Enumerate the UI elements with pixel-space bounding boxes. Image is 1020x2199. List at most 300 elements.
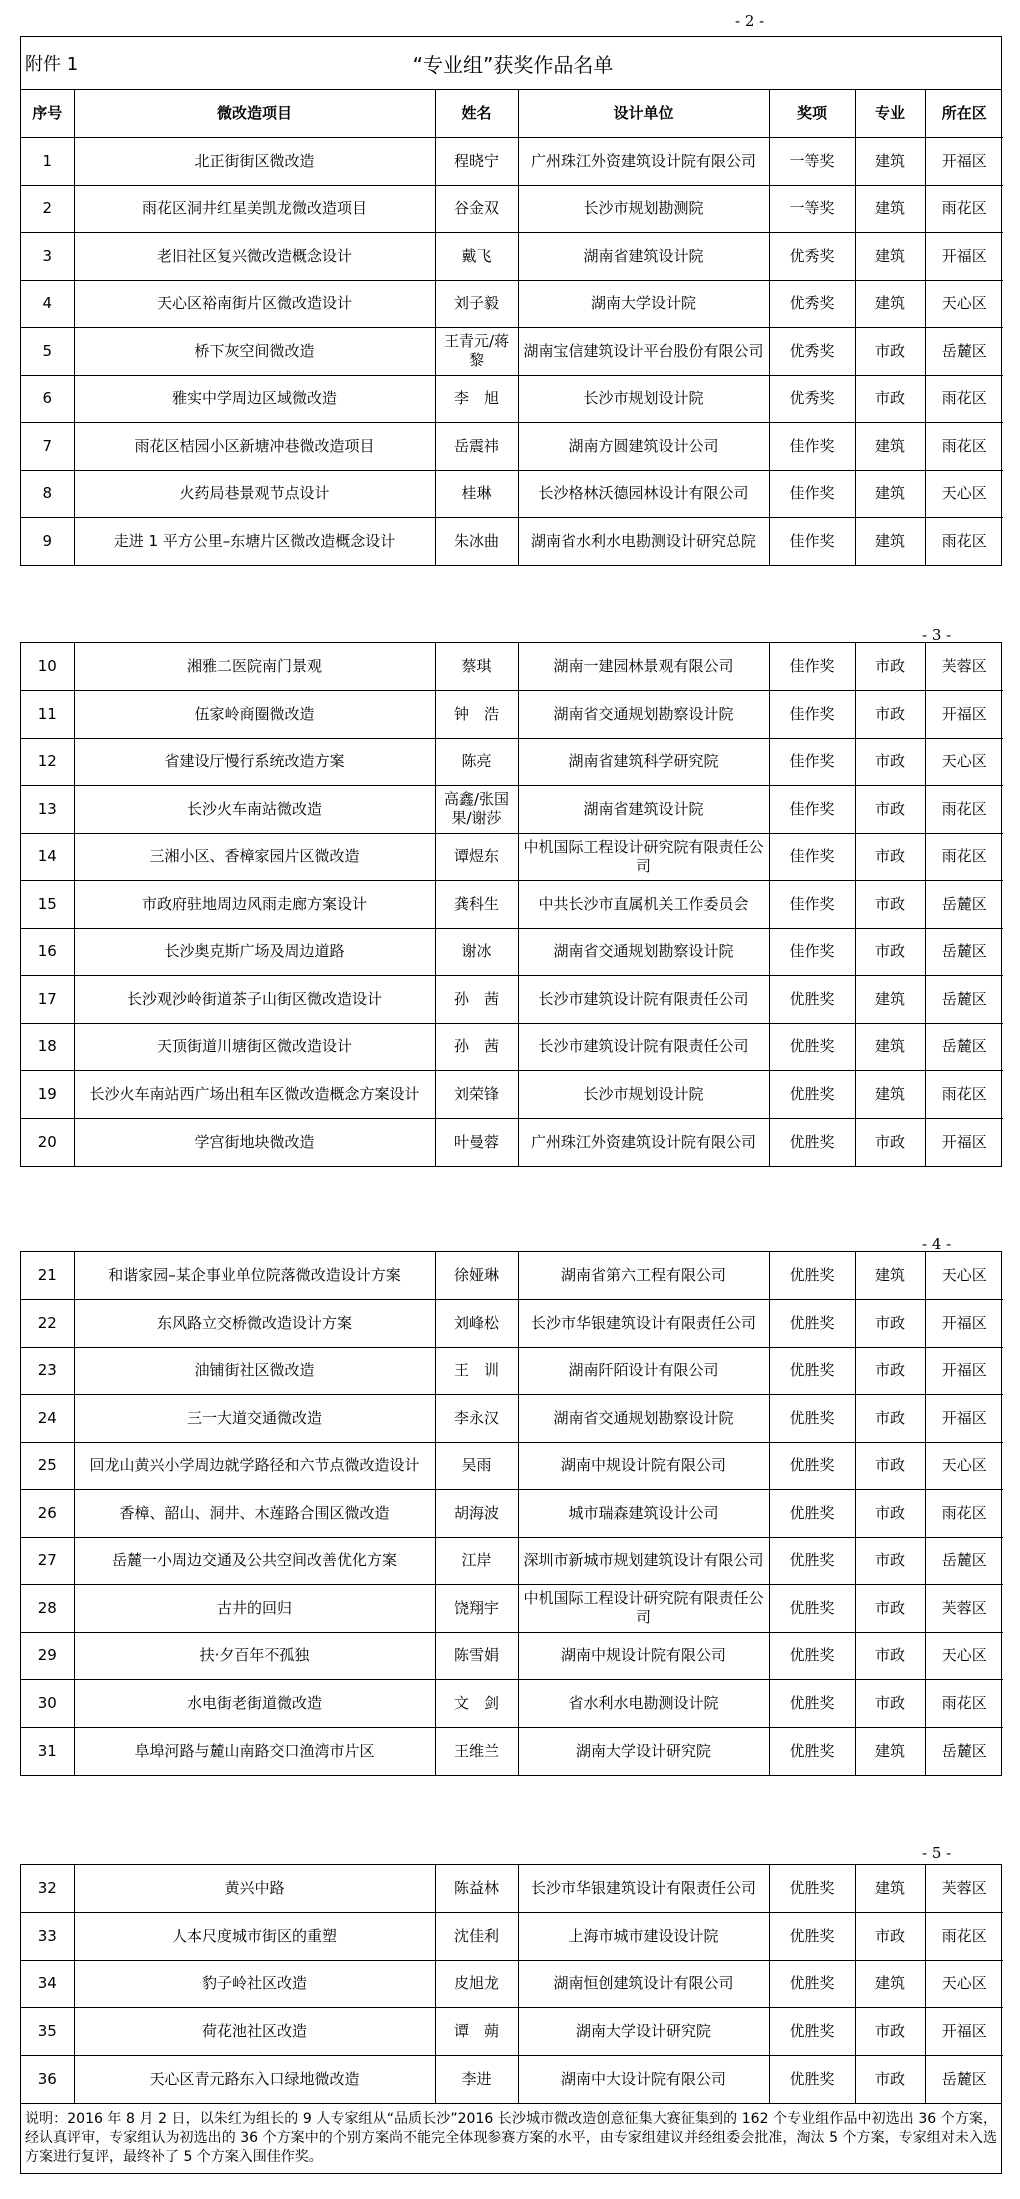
cell-major: 市政	[855, 328, 925, 376]
cell-district: 雨花区	[925, 375, 1003, 423]
cell-district: 岳麓区	[925, 328, 1003, 376]
cell-district: 天心区	[925, 1442, 1003, 1490]
cell-major: 建筑	[855, 233, 925, 281]
cell-project: 长沙火车南站西广场出租车区微改造概念方案设计	[74, 1071, 435, 1119]
cell-major: 建筑	[855, 1865, 925, 1913]
cell-unit: 城市瑞森建筑设计公司	[518, 1490, 769, 1538]
explanatory-note: 说明：2016 年 8 月 2 日，以朱红为组长的 9 人专家组从“品质长沙”2016 长沙城市微改造创意征集大赛征集到的 162 个专业组作品中初选出 36 个方案，经认真评审，专家组认为初选出的 36 个方案中的个别方案尚不能完全体现参赛方案的水平，由专家组建议并经组委会批准，淘汰 5 个方案，专家组对未入选方案进行复评，最终补了 5 个方案入围佳作奖。	[21, 2103, 1001, 2173]
cell-project: 回龙山黄兴小学周边就学路径和六节点微改造设计	[74, 1442, 435, 1490]
cell-award: 优胜奖	[769, 976, 855, 1024]
table-row	[21, 233, 1003, 281]
cell-no: 22	[21, 1300, 74, 1348]
title-row	[21, 37, 1001, 90]
table-row	[21, 1300, 1003, 1348]
cell-project: 老旧社区复兴微改造概念设计	[74, 233, 435, 281]
cell-unit: 中共长沙市直属机关工作委员会	[518, 881, 769, 929]
cell-unit: 深圳市新城市规划建筑设计有限公司	[518, 1537, 769, 1585]
cell-name: 朱冰曲	[435, 518, 518, 566]
cell-major: 市政	[855, 738, 925, 786]
cell-unit: 湖南大学设计研究院	[518, 2008, 769, 2056]
cell-major: 建筑	[855, 185, 925, 233]
table-row	[21, 423, 1003, 471]
cell-project: 桥下灰空间微改造	[74, 328, 435, 376]
cell-award: 优秀奖	[769, 233, 855, 281]
cell-award: 优秀奖	[769, 328, 855, 376]
cell-award: 优胜奖	[769, 2008, 855, 2056]
cell-unit: 长沙市规划设计院	[518, 375, 769, 423]
table-row	[21, 833, 1003, 881]
cell-major: 建筑	[855, 470, 925, 518]
cell-award: 佳作奖	[769, 881, 855, 929]
cell-name: 王 训	[435, 1347, 518, 1395]
table-row	[21, 1347, 1003, 1395]
award-table	[21, 1252, 1003, 1775]
cell-no: 26	[21, 1490, 74, 1538]
cell-name: 皮旭龙	[435, 1960, 518, 2008]
cell-no: 21	[21, 1252, 74, 1300]
cell-name: 龚科生	[435, 881, 518, 929]
cell-no: 35	[21, 2008, 74, 2056]
cell-district: 岳麓区	[925, 928, 1003, 976]
award-table	[21, 90, 1003, 565]
cell-name: 李永汉	[435, 1395, 518, 1443]
cell-unit: 长沙市华银建筑设计有限责任公司	[518, 1300, 769, 1348]
cell-major: 市政	[855, 1490, 925, 1538]
cell-major: 市政	[855, 1585, 925, 1633]
cell-district: 雨花区	[925, 1680, 1003, 1728]
cell-project: 长沙奥克斯广场及周边道路	[74, 928, 435, 976]
cell-award: 优胜奖	[769, 1632, 855, 1680]
cell-district: 岳麓区	[925, 1727, 1003, 1775]
cell-major: 建筑	[855, 1727, 925, 1775]
cell-name: 桂琳	[435, 470, 518, 518]
table-row	[21, 1960, 1003, 2008]
cell-no: 29	[21, 1632, 74, 1680]
cell-award: 一等奖	[769, 185, 855, 233]
table-row	[21, 881, 1003, 929]
cell-name: 胡海波	[435, 1490, 518, 1538]
cell-project: 豹子岭社区改造	[74, 1960, 435, 2008]
cell-unit: 湖南省交通规划勘察设计院	[518, 691, 769, 739]
cell-major: 市政	[855, 691, 925, 739]
award-table	[21, 643, 1003, 1166]
cell-name: 陈益林	[435, 1865, 518, 1913]
cell-award: 优胜奖	[769, 1252, 855, 1300]
cell-project: 香樟、韶山、洞井、木莲路合围区微改造	[74, 1490, 435, 1538]
cell-name: 孙 茜	[435, 976, 518, 1024]
cell-district: 岳麓区	[925, 2055, 1003, 2103]
cell-district: 开福区	[925, 691, 1003, 739]
cell-district: 开福区	[925, 1395, 1003, 1443]
cell-unit: 湖南省建筑科学研究院	[518, 738, 769, 786]
cell-no: 32	[21, 1865, 74, 1913]
cell-name: 王青元/蒋 黎	[435, 328, 518, 376]
cell-major: 建筑	[855, 518, 925, 566]
cell-no: 2	[21, 185, 74, 233]
table-row	[21, 375, 1003, 423]
cell-district: 岳麓区	[925, 1537, 1003, 1585]
table-row	[21, 643, 1003, 691]
cell-district: 开福区	[925, 138, 1003, 186]
cell-award: 优胜奖	[769, 2055, 855, 2103]
cell-district: 天心区	[925, 1252, 1003, 1300]
table-row	[21, 328, 1003, 376]
cell-project: 北正街街区微改造	[74, 138, 435, 186]
cell-district: 雨花区	[925, 1490, 1003, 1538]
cell-district: 雨花区	[925, 833, 1003, 881]
cell-unit: 长沙市建筑设计院有限责任公司	[518, 976, 769, 1024]
table-row	[21, 138, 1003, 186]
cell-district: 雨花区	[925, 1913, 1003, 1961]
table-row	[21, 1071, 1003, 1119]
cell-major: 市政	[855, 1680, 925, 1728]
cell-unit: 湖南省第六工程有限公司	[518, 1252, 769, 1300]
cell-award: 优胜奖	[769, 1960, 855, 2008]
cell-unit: 湖南中大设计院有限公司	[518, 2055, 769, 2103]
cell-award: 佳作奖	[769, 691, 855, 739]
header-major: 专业	[855, 90, 925, 138]
cell-name: 文 剑	[435, 1680, 518, 1728]
table-row	[21, 1632, 1003, 1680]
cell-major: 建筑	[855, 976, 925, 1024]
table-row	[21, 2008, 1003, 2056]
cell-unit: 长沙市华银建筑设计有限责任公司	[518, 1865, 769, 1913]
cell-unit: 湖南中规设计院有限公司	[518, 1442, 769, 1490]
cell-major: 市政	[855, 1347, 925, 1395]
table-row	[21, 786, 1003, 834]
cell-name: 饶翔宇	[435, 1585, 518, 1633]
cell-project: 三一大道交通微改造	[74, 1395, 435, 1443]
cell-award: 优胜奖	[769, 1490, 855, 1538]
cell-no: 36	[21, 2055, 74, 2103]
cell-major: 建筑	[855, 138, 925, 186]
cell-unit: 长沙市规划设计院	[518, 1071, 769, 1119]
table-header-row	[21, 90, 1003, 138]
cell-project: 岳麓一小周边交通及公共空间改善优化方案	[74, 1537, 435, 1585]
cell-name: 谭 蒴	[435, 2008, 518, 2056]
cell-unit: 上海市城市建设设计院	[518, 1913, 769, 1961]
cell-district: 雨花区	[925, 786, 1003, 834]
cell-name: 谢冰	[435, 928, 518, 976]
cell-project: 长沙火车南站微改造	[74, 786, 435, 834]
table-row	[21, 2055, 1003, 2103]
cell-name: 钟 浩	[435, 691, 518, 739]
cell-award: 佳作奖	[769, 643, 855, 691]
cell-name: 陈雪娟	[435, 1632, 518, 1680]
cell-award: 一等奖	[769, 138, 855, 186]
cell-district: 芙蓉区	[925, 1585, 1003, 1633]
cell-unit: 湖南阡陌设计有限公司	[518, 1347, 769, 1395]
cell-award: 优秀奖	[769, 375, 855, 423]
cell-name: 高鑫/张国果/谢莎	[435, 786, 518, 834]
cell-no: 24	[21, 1395, 74, 1443]
attachment-label: 附件 1	[25, 54, 79, 75]
cell-name: 江岸	[435, 1537, 518, 1585]
table-row	[21, 1537, 1003, 1585]
table-row	[21, 691, 1003, 739]
cell-unit: 湖南中规设计院有限公司	[518, 1632, 769, 1680]
cell-no: 30	[21, 1680, 74, 1728]
cell-unit: 湖南大学设计院	[518, 280, 769, 328]
cell-award: 优胜奖	[769, 1680, 855, 1728]
cell-no: 31	[21, 1727, 74, 1775]
table-row	[21, 1727, 1003, 1775]
cell-district: 岳麓区	[925, 1023, 1003, 1071]
cell-no: 10	[21, 643, 74, 691]
cell-no: 18	[21, 1023, 74, 1071]
cell-major: 市政	[855, 2008, 925, 2056]
award-table-section	[20, 36, 1002, 566]
cell-project: 雅实中学周边区域微改造	[74, 375, 435, 423]
header-no: 序号	[21, 90, 74, 138]
table-row	[21, 1490, 1003, 1538]
cell-award: 优胜奖	[769, 1023, 855, 1071]
cell-no: 13	[21, 786, 74, 834]
cell-district: 芙蓉区	[925, 643, 1003, 691]
cell-major: 市政	[855, 1537, 925, 1585]
cell-award: 优胜奖	[769, 1118, 855, 1166]
cell-major: 市政	[855, 375, 925, 423]
award-table-section	[20, 1864, 1002, 2174]
cell-no: 7	[21, 423, 74, 471]
page-number: - 2 -	[735, 12, 765, 30]
cell-major: 建筑	[855, 280, 925, 328]
award-table-section	[20, 642, 1002, 1167]
cell-district: 开福区	[925, 1118, 1003, 1166]
cell-no: 20	[21, 1118, 74, 1166]
cell-project: 走进 1 平方公里–东塘片区微改造概念设计	[74, 518, 435, 566]
cell-district: 天心区	[925, 1960, 1003, 2008]
cell-unit: 湖南省交通规划勘察设计院	[518, 1395, 769, 1443]
cell-district: 天心区	[925, 738, 1003, 786]
cell-project: 湘雅二医院南门景观	[74, 643, 435, 691]
cell-major: 市政	[855, 928, 925, 976]
cell-unit: 长沙格林沃德园林设计有限公司	[518, 470, 769, 518]
table-row	[21, 1118, 1003, 1166]
cell-name: 谭煜东	[435, 833, 518, 881]
cell-no: 8	[21, 470, 74, 518]
cell-project: 雨花区桔园小区新塘冲巷微改造项目	[74, 423, 435, 471]
cell-no: 12	[21, 738, 74, 786]
cell-unit: 中机国际工程设计研究院有限责任公司	[518, 1585, 769, 1633]
cell-major: 建筑	[855, 1252, 925, 1300]
cell-major: 市政	[855, 786, 925, 834]
cell-project: 扶·夕百年不孤独	[74, 1632, 435, 1680]
table-row	[21, 280, 1003, 328]
cell-name: 徐娅琳	[435, 1252, 518, 1300]
cell-name: 李进	[435, 2055, 518, 2103]
cell-name: 孙 茜	[435, 1023, 518, 1071]
header-project: 微改造项目	[74, 90, 435, 138]
table-row	[21, 976, 1003, 1024]
cell-unit: 省水利水电勘测设计院	[518, 1680, 769, 1728]
cell-district: 岳麓区	[925, 881, 1003, 929]
cell-award: 优胜奖	[769, 1395, 855, 1443]
cell-project: 伍家岭商圈微改造	[74, 691, 435, 739]
table-row	[21, 1913, 1003, 1961]
cell-major: 市政	[855, 643, 925, 691]
cell-name: 李 旭	[435, 375, 518, 423]
table-row	[21, 1865, 1003, 1913]
cell-project: 雨花区洞井红星美凯龙微改造项目	[74, 185, 435, 233]
cell-no: 15	[21, 881, 74, 929]
cell-award: 佳作奖	[769, 738, 855, 786]
cell-name: 刘子毅	[435, 280, 518, 328]
cell-project: 市政府驻地周边风雨走廊方案设计	[74, 881, 435, 929]
cell-name: 程晓宁	[435, 138, 518, 186]
cell-unit: 广州珠江外资建筑设计院有限公司	[518, 138, 769, 186]
cell-award: 佳作奖	[769, 786, 855, 834]
cell-district: 雨花区	[925, 185, 1003, 233]
cell-district: 天心区	[925, 1632, 1003, 1680]
header-district: 所在区	[925, 90, 1003, 138]
cell-project: 水电街老街道微改造	[74, 1680, 435, 1728]
cell-unit: 湖南省建筑设计院	[518, 233, 769, 281]
cell-major: 市政	[855, 833, 925, 881]
cell-unit: 湖南一建园林景观有限公司	[518, 643, 769, 691]
cell-name: 沈佳利	[435, 1913, 518, 1961]
cell-award: 佳作奖	[769, 928, 855, 976]
cell-no: 6	[21, 375, 74, 423]
cell-major: 市政	[855, 1300, 925, 1348]
cell-no: 4	[21, 280, 74, 328]
cell-district: 天心区	[925, 280, 1003, 328]
cell-award: 佳作奖	[769, 423, 855, 471]
header-name: 姓名	[435, 90, 518, 138]
cell-unit: 湖南大学设计研究院	[518, 1727, 769, 1775]
table-row	[21, 738, 1003, 786]
cell-major: 市政	[855, 1632, 925, 1680]
award-table-section	[20, 1251, 1002, 1776]
cell-name: 戴飞	[435, 233, 518, 281]
cell-award: 优胜奖	[769, 1865, 855, 1913]
cell-project: 和谐家园–某企事业单位院落微改造设计方案	[74, 1252, 435, 1300]
cell-award: 优胜奖	[769, 1347, 855, 1395]
cell-unit: 湖南省水利水电勘测设计研究总院	[518, 518, 769, 566]
cell-project: 学宫街地块微改造	[74, 1118, 435, 1166]
cell-district: 芙蓉区	[925, 1865, 1003, 1913]
table-row	[21, 1252, 1003, 1300]
cell-unit: 长沙市规划勘测院	[518, 185, 769, 233]
cell-name: 蔡琪	[435, 643, 518, 691]
cell-major: 建筑	[855, 1071, 925, 1119]
cell-unit: 湖南恒创建筑设计有限公司	[518, 1960, 769, 2008]
cell-major: 建筑	[855, 1960, 925, 2008]
cell-no: 16	[21, 928, 74, 976]
cell-unit: 湖南宝信建筑设计平台股份有限公司	[518, 328, 769, 376]
cell-project: 三湘小区、香樟家园片区微改造	[74, 833, 435, 881]
cell-major: 市政	[855, 881, 925, 929]
cell-award: 优胜奖	[769, 1727, 855, 1775]
table-row	[21, 185, 1003, 233]
cell-major: 市政	[855, 1118, 925, 1166]
cell-major: 市政	[855, 1442, 925, 1490]
cell-no: 27	[21, 1537, 74, 1585]
document-title: “专业组”获奖作品名单	[412, 52, 614, 77]
cell-project: 人本尺度城市街区的重塑	[74, 1913, 435, 1961]
cell-award: 佳作奖	[769, 518, 855, 566]
cell-no: 3	[21, 233, 74, 281]
cell-award: 优胜奖	[769, 1913, 855, 1961]
cell-name: 王维兰	[435, 1727, 518, 1775]
table-row	[21, 1442, 1003, 1490]
cell-project: 荷花池社区改造	[74, 2008, 435, 2056]
cell-name: 刘峰松	[435, 1300, 518, 1348]
cell-district: 雨花区	[925, 1071, 1003, 1119]
cell-district: 开福区	[925, 233, 1003, 281]
cell-name: 陈亮	[435, 738, 518, 786]
cell-no: 11	[21, 691, 74, 739]
table-row	[21, 1680, 1003, 1728]
cell-award: 佳作奖	[769, 833, 855, 881]
cell-unit: 中机国际工程设计研究院有限责任公司	[518, 833, 769, 881]
cell-name: 叶曼蓉	[435, 1118, 518, 1166]
cell-district: 开福区	[925, 2008, 1003, 2056]
cell-name: 吴雨	[435, 1442, 518, 1490]
cell-no: 34	[21, 1960, 74, 2008]
cell-project: 阜埠河路与麓山南路交口渔湾市片区	[74, 1727, 435, 1775]
page-number: - 5 -	[922, 1844, 952, 1862]
cell-project: 古井的回归	[74, 1585, 435, 1633]
award-table	[21, 1865, 1003, 2103]
cell-project: 天心区裕南街片区微改造设计	[74, 280, 435, 328]
cell-district: 雨花区	[925, 423, 1003, 471]
cell-project: 黄兴中路	[74, 1865, 435, 1913]
cell-unit: 湖南省交通规划勘察设计院	[518, 928, 769, 976]
cell-unit: 湖南方圆建筑设计公司	[518, 423, 769, 471]
cell-major: 市政	[855, 1913, 925, 1961]
cell-major: 市政	[855, 2055, 925, 2103]
cell-unit: 长沙市建筑设计院有限责任公司	[518, 1023, 769, 1071]
page-number: - 4 -	[922, 1235, 952, 1253]
table-row	[21, 518, 1003, 566]
cell-unit: 湖南省建筑设计院	[518, 786, 769, 834]
cell-no: 28	[21, 1585, 74, 1633]
cell-no: 25	[21, 1442, 74, 1490]
cell-major: 建筑	[855, 1023, 925, 1071]
cell-no: 9	[21, 518, 74, 566]
table-row	[21, 928, 1003, 976]
cell-district: 天心区	[925, 470, 1003, 518]
cell-district: 岳麓区	[925, 976, 1003, 1024]
header-unit: 设计单位	[518, 90, 769, 138]
cell-award: 佳作奖	[769, 470, 855, 518]
cell-no: 19	[21, 1071, 74, 1119]
cell-district: 开福区	[925, 1347, 1003, 1395]
cell-project: 油铺街社区微改造	[74, 1347, 435, 1395]
cell-project: 天心区青元路东入口绿地微改造	[74, 2055, 435, 2103]
cell-no: 33	[21, 1913, 74, 1961]
cell-name: 岳震祎	[435, 423, 518, 471]
cell-award: 优胜奖	[769, 1585, 855, 1633]
cell-project: 火药局巷景观节点设计	[74, 470, 435, 518]
cell-award: 优胜奖	[769, 1300, 855, 1348]
cell-project: 长沙观沙岭街道茶子山街区微改造设计	[74, 976, 435, 1024]
header-award: 奖项	[769, 90, 855, 138]
cell-unit: 广州珠江外资建筑设计院有限公司	[518, 1118, 769, 1166]
cell-name: 谷金双	[435, 185, 518, 233]
cell-no: 1	[21, 138, 74, 186]
cell-award: 优胜奖	[769, 1537, 855, 1585]
page-number: - 3 -	[922, 626, 952, 644]
cell-no: 14	[21, 833, 74, 881]
cell-major: 建筑	[855, 423, 925, 471]
cell-no: 5	[21, 328, 74, 376]
cell-award: 优胜奖	[769, 1442, 855, 1490]
cell-project: 天顶街道川塘街区微改造设计	[74, 1023, 435, 1071]
cell-award: 优秀奖	[769, 280, 855, 328]
table-row	[21, 1585, 1003, 1633]
